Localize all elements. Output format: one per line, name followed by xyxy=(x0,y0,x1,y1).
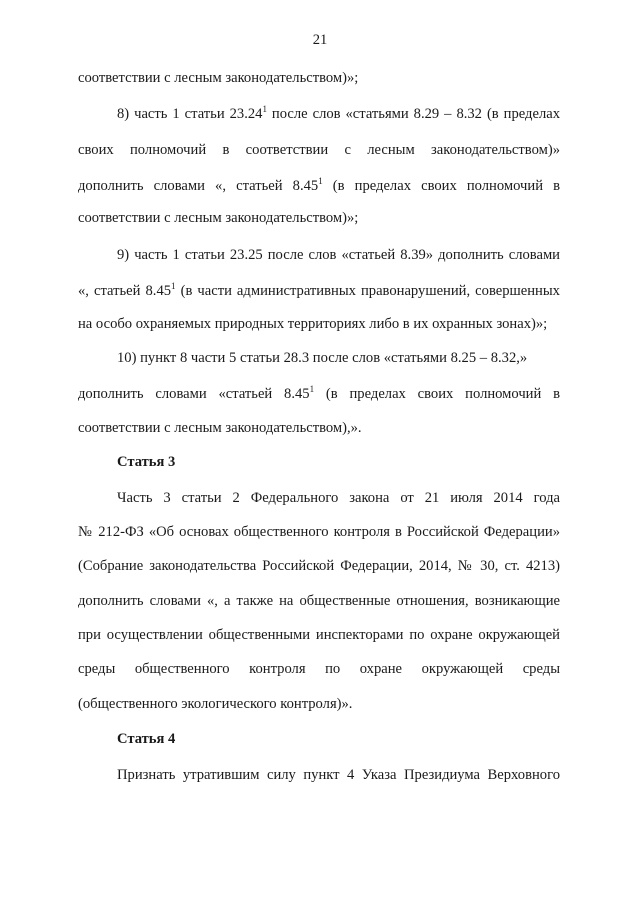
article-4-heading: Статья 4 xyxy=(117,731,176,747)
text-line: дополнить словами «, а также на общественные отношения, возникающие xyxy=(78,593,560,609)
amendment-8-first-line xyxy=(117,104,560,124)
amendment-10-first-line: 10) пункт 8 части 5 статьи 28.3 после слов «статьями 8.25 – 8.32,» xyxy=(117,350,528,366)
article-4-first-line: Признать утратившим силу пункт 4 Указа Президиума Верховного xyxy=(117,767,560,783)
text-fragment: дополнить словами «статьей 8.45 xyxy=(78,386,310,402)
text-fragment: (в части административных правонарушений, совершенных xyxy=(175,283,560,299)
text-line: при осуществлении общественными инспекторами по охране окружающей xyxy=(78,627,560,643)
text-fragment: «, статьей 8.45 xyxy=(78,283,172,299)
text-line: № 212-ФЗ «Об основах общественного контроля в Российской Федерации» xyxy=(78,524,560,540)
text-line: (общественного экологического контроля)». xyxy=(78,696,353,712)
text-line xyxy=(78,384,560,404)
text-fragment: 8) часть 1 статьи 23.24 xyxy=(117,106,263,122)
article-3-heading: Статья 3 xyxy=(117,454,176,470)
text-line: соответствии с лесным законодательством)»; xyxy=(78,70,359,86)
text-line: на особо охраняемых природных территориях либо в их охранных зонах)»; xyxy=(78,316,548,332)
text-fragment: дополнить словами «, статьей 8.45 xyxy=(78,178,319,194)
text-line xyxy=(78,176,560,196)
superscript: 1 xyxy=(309,384,315,394)
article-3-first-line: Часть 3 статьи 2 Федерального закона от 21 июля 2014 года xyxy=(117,490,560,506)
text-line: соответствии с лесным законодательством)»; xyxy=(78,210,359,226)
text-line xyxy=(78,281,560,301)
superscript: 1 xyxy=(262,104,267,114)
text-fragment: после слов «статьями 8.29 – 8.32 (в пределах xyxy=(266,106,561,122)
superscript: 1 xyxy=(171,281,176,291)
text-line: среды общественного контроля по охране окружающей среды xyxy=(78,661,560,677)
amendment-9-first-line: 9) часть 1 статьи 23.25 после слов «статьей 8.39» дополнить словами xyxy=(117,247,560,263)
text-line: (Собрание законодательства Российской Федерации, 2014, № 30, ст. 4213) xyxy=(78,558,560,574)
superscript: 1 xyxy=(318,176,323,186)
text-line: своих полномочий в соответствии с лесным законодательством)» xyxy=(78,142,560,158)
text-fragment: (в пределах своих полномочий в xyxy=(322,178,560,194)
page-number: 21 xyxy=(312,32,328,48)
text-line: соответствии с лесным законодательством),». xyxy=(78,420,362,436)
text-fragment: (в пределах своих полномочий в xyxy=(314,386,561,402)
